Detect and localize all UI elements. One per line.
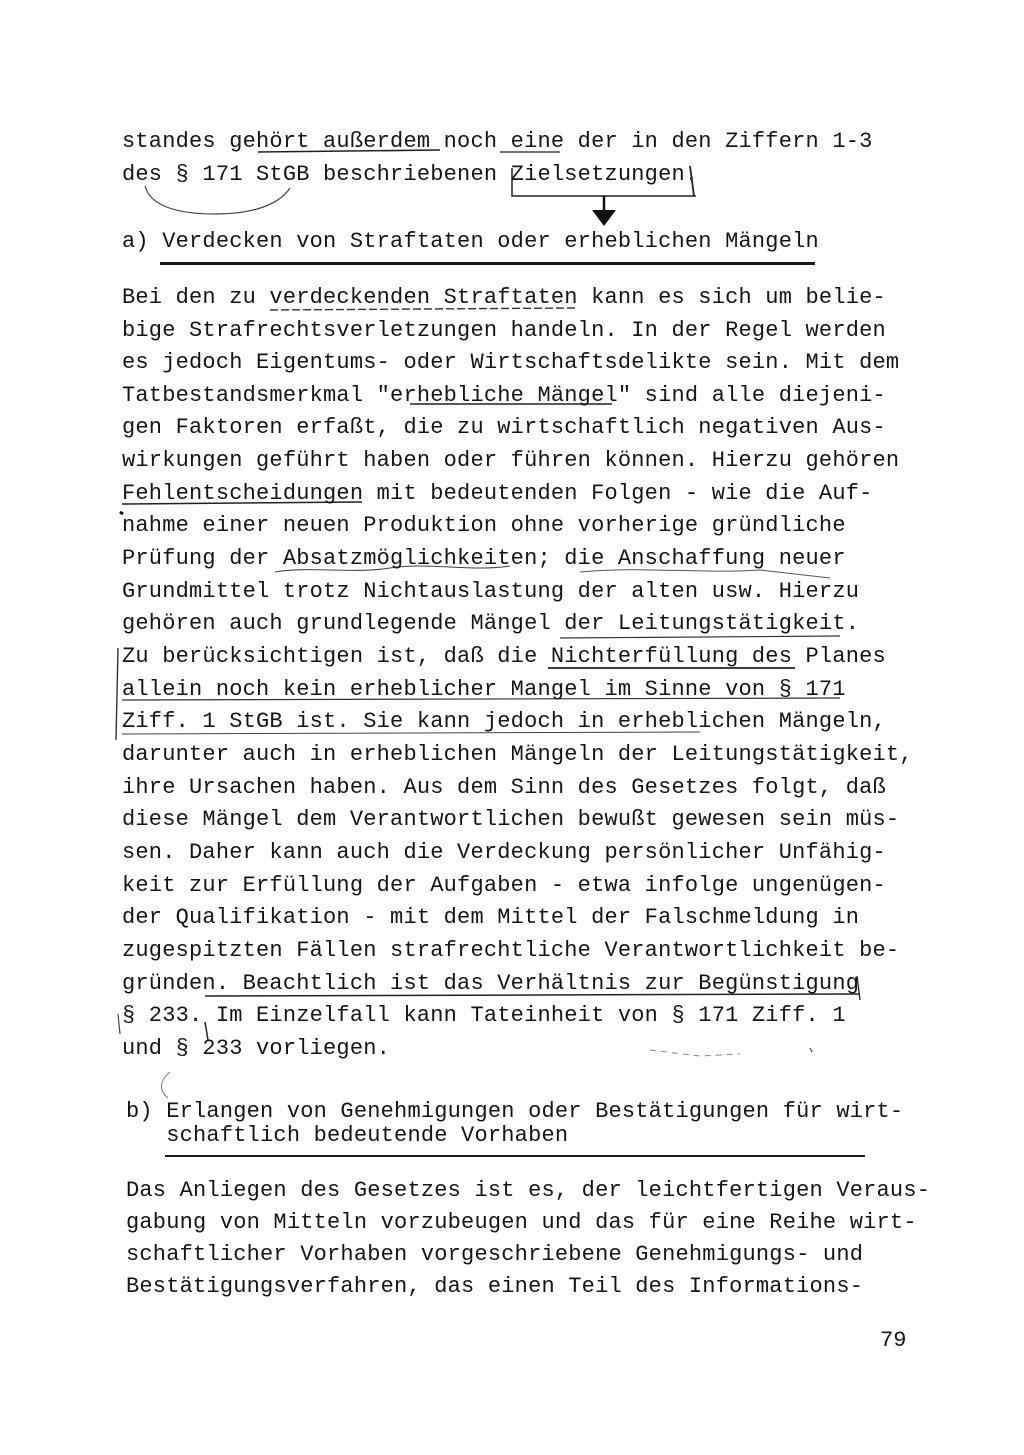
- section-b-line: Das Anliegen des Gesetzes ist es, der leichtfertigen Veraus-: [126, 1178, 931, 1203]
- section-a-line: gründen. Beachtlich ist das Verhältnis zur Begünstigung: [122, 971, 860, 996]
- section-a-line: Ziff. 1 StGB ist. Sie kann jedoch in erheblichen Mängeln,: [122, 709, 886, 734]
- section-a-line: Bei den zu verdeckenden Straftaten kann es sich um belie-: [122, 285, 886, 310]
- section-b-heading-line-1: b) Erlangen von Genehmigungen oder Bestätigungen für wirt-: [126, 1099, 904, 1124]
- section-b-heading-line-2: schaftlich bedeutende Vorhaben: [126, 1123, 569, 1148]
- section-a-line: keit zur Erfüllung der Aufgaben - etwa infolge ungenügen-: [122, 873, 886, 898]
- section-a-line: gehören auch grundlegende Mängel der Leitungstätigkeit.: [122, 611, 860, 636]
- section-b-line: Bestätigungsverfahren, das einen Teil des Informations-: [126, 1274, 864, 1299]
- section-a-line: sen. Daher kann auch die Verdeckung persönlicher Unfähig-: [122, 840, 886, 865]
- intro-line-1: standes gehört außerdem noch eine der in den Ziffern 1-3: [122, 129, 873, 154]
- section-a-line: allein noch kein erheblicher Mangel im Sinne von § 171: [122, 677, 846, 702]
- section-a-line: Fehlentscheidungen mit bedeutenden Folgen - wie die Auf-: [122, 481, 873, 506]
- section-a-line: Prüfung der Absatzmöglichkeiten; die Anschaffung neuer: [122, 546, 846, 571]
- section-b-heading-rule: [165, 1155, 865, 1157]
- section-a-line: Zu berücksichtigen ist, daß die Nichterfüllung des Planes: [122, 644, 886, 669]
- section-a-line: der Qualifikation - mit dem Mittel der Falschmeldung in: [122, 905, 860, 930]
- section-a-line: darunter auch in erheblichen Mängeln der Leitungstätigkeit,: [122, 742, 913, 767]
- page-number: 79: [880, 1328, 907, 1353]
- section-a-line: und § 233 vorliegen.: [122, 1036, 391, 1061]
- section-a-line: nahme einer neuen Produktion ohne vorherige gründliche: [122, 513, 846, 538]
- section-b-line: schaftlicher Vorhaben vorgeschriebene Genehmigungs- und: [126, 1242, 864, 1267]
- intro-line-2: des § 171 StGB beschriebenen Zielsetzungen.: [122, 162, 699, 187]
- section-a-line: diese Mängel dem Verantwortlichen bewußt gewesen sein müs-: [122, 807, 900, 832]
- section-a-heading-rule: [160, 262, 815, 265]
- section-a-line: bige Strafrechtsverletzungen handeln. In der Regel werden: [122, 318, 886, 343]
- section-a-line: Tatbestandsmerkmal "erhebliche Mängel" sind alle diejeni-: [122, 383, 886, 408]
- section-a-heading: a) Verdecken von Straftaten oder erheblichen Mängeln: [122, 229, 819, 254]
- section-a-line: wirkungen geführt haben oder führen können. Hierzu gehören: [122, 448, 900, 473]
- section-b-line: gabung von Mitteln vorzubeugen und das für eine Reihe wirt-: [126, 1210, 917, 1235]
- section-a-line: ihre Ursachen haben. Aus dem Sinn des Gesetzes folgt, daß: [122, 775, 886, 800]
- section-a-line: es jedoch Eigentums- oder Wirtschaftsdelikte sein. Mit dem: [122, 350, 900, 375]
- section-a-line: Grundmittel trotz Nichtauslastung der alten usw. Hierzu: [122, 579, 860, 604]
- section-a-line: § 233. Im Einzelfall kann Tateinheit von § 171 Ziff. 1: [122, 1003, 846, 1028]
- section-a-line: zugespitzten Fällen strafrechtliche Verantwortlichkeit be-: [122, 938, 900, 963]
- section-a-line: gen Faktoren erfaßt, die zu wirtschaftlich negativen Aus-: [122, 415, 886, 440]
